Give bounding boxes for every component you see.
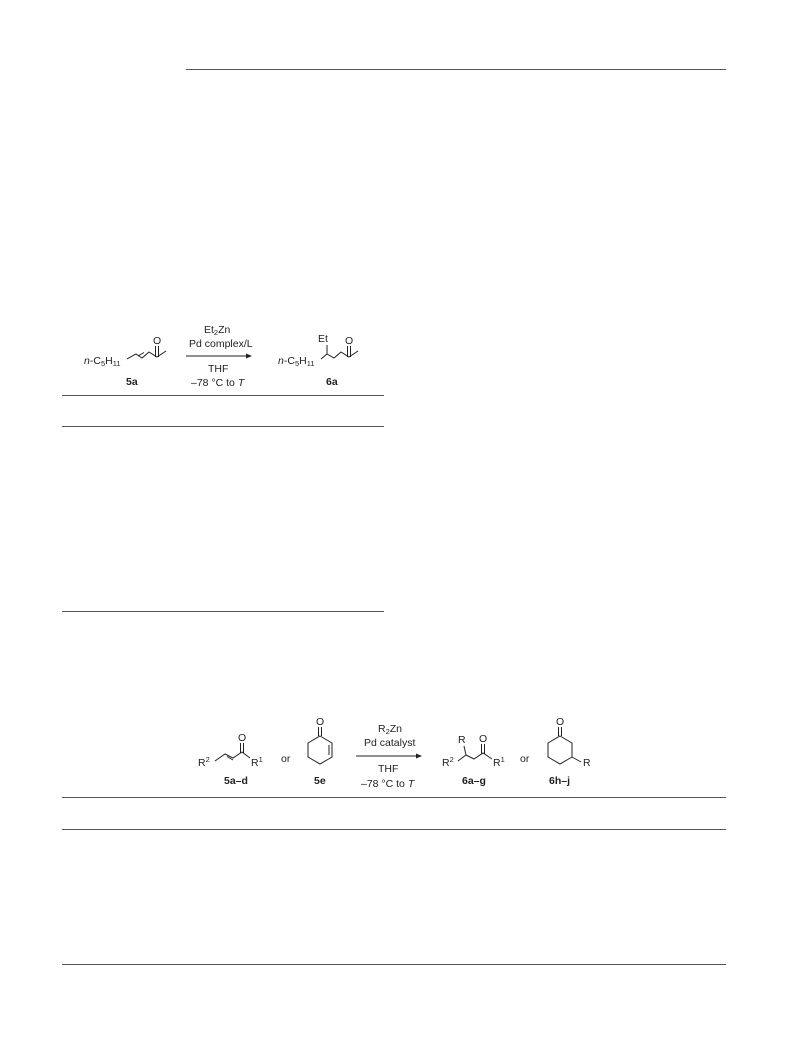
product-cyclic-label: 6h–j — [549, 775, 571, 787]
reagent-line-1: Et2Zn — [204, 324, 231, 337]
enone-R2: $R^2$ — [198, 755, 210, 769]
product-R1: $R^1$ — [493, 755, 505, 769]
scheme-1 — [82, 320, 372, 392]
or-text-2: or — [520, 753, 530, 765]
enone-5a-d — [198, 732, 263, 787]
reagent-line-3: THF — [208, 363, 229, 375]
product-chain-label: n-C5H11 — [278, 355, 315, 368]
product-R2: $R^2$ — [442, 755, 454, 769]
product-6a — [278, 333, 358, 388]
product-oxygen: O — [479, 733, 488, 745]
reaction-arrow-2 — [356, 723, 422, 790]
cyclohexanone-oxygen: O — [556, 718, 565, 728]
table1-rule-middle — [62, 426, 384, 427]
product-acyclic-label: 6a–g — [462, 775, 486, 787]
reagent-line-3: THF — [378, 763, 399, 775]
substrate-5a — [84, 335, 166, 388]
reaction-arrow-1 — [186, 324, 253, 389]
substrate-oxygen: O — [153, 335, 162, 347]
cyclohexanone-R-bond — [572, 757, 581, 762]
substrate-double-bond — [138, 353, 144, 357]
arrow-head — [416, 754, 422, 759]
arrow-head — [246, 354, 252, 359]
table2-rule-middle — [62, 829, 726, 830]
substrate-label: 5a — [126, 376, 138, 388]
enone-R1: $R^1$ — [251, 755, 263, 769]
product-6h-j — [548, 718, 591, 787]
cyclohexenone-label: 5e — [314, 775, 326, 787]
cyclohexenone-5e — [308, 718, 332, 787]
or-text-1: or — [281, 753, 291, 765]
cyclohexanone-R: R — [583, 757, 591, 769]
cyclohexenone-ring — [308, 736, 332, 764]
enone-oxygen: O — [238, 732, 247, 744]
reagent-line-1: R2Zn — [378, 723, 403, 736]
table2-rule-top — [62, 797, 726, 798]
header-rule — [186, 69, 726, 70]
substrate-bonds — [127, 351, 166, 359]
table1-rule-bottom — [62, 611, 384, 612]
enone-label: 5a–d — [224, 775, 248, 787]
reagent-line-2: Pd catalyst — [364, 737, 416, 749]
substrate-chain-label: n-C5H11 — [84, 355, 121, 368]
product-R-bond — [464, 746, 466, 755]
product-R: R — [458, 734, 466, 746]
cyclohexenone-oxygen: O — [316, 718, 325, 728]
table1-rule-top — [62, 395, 384, 396]
product-label: 6a — [326, 376, 338, 388]
product-ethyl: Et — [318, 333, 328, 345]
product-6a-g — [442, 733, 505, 787]
reagent-line-2: Pd complex/L — [189, 338, 253, 350]
cyclohexanone-ring — [548, 736, 572, 764]
table2-rule-bottom — [62, 964, 726, 965]
product-oxygen: O — [345, 335, 354, 347]
scheme-2 — [196, 718, 606, 792]
reagent-line-4: –78 °C to T — [361, 778, 415, 790]
product-bonds — [458, 753, 492, 761]
reagent-line-4: –78 °C to T — [191, 377, 245, 389]
